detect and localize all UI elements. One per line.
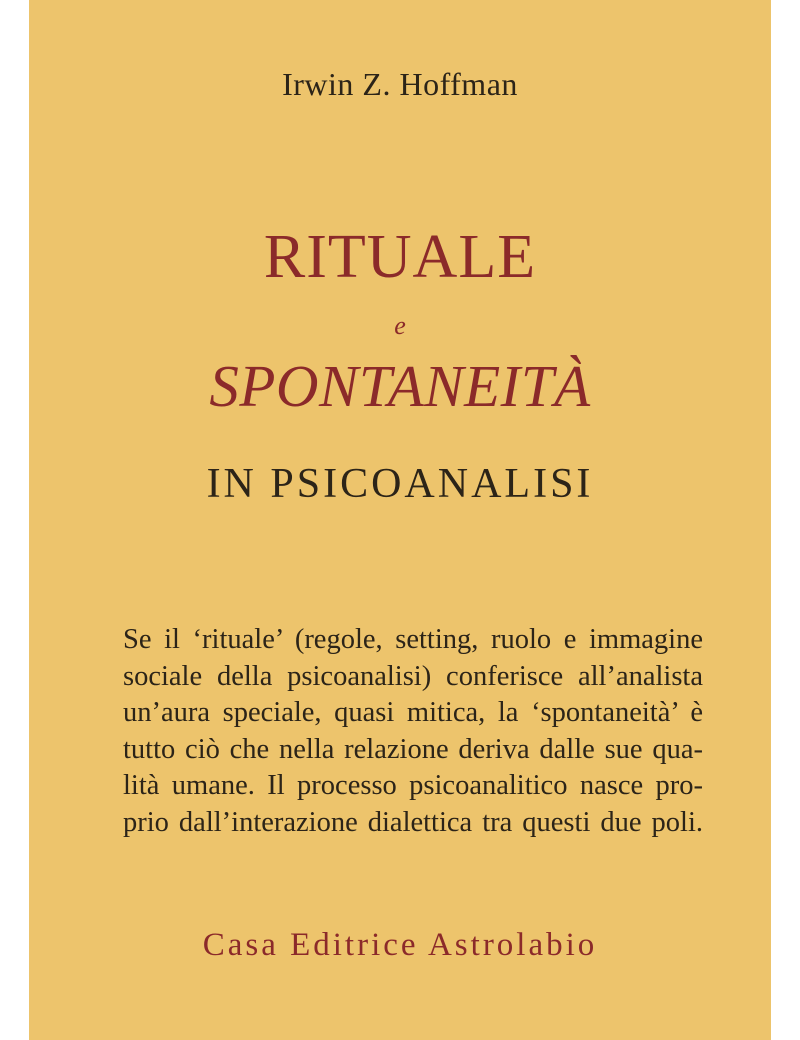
blurb-line: sociale della psicoanalisi) conferisce all’analista — [123, 660, 703, 692]
blurb-line: un’aura speciale, quasi mitica, la ‘spontaneità’ è — [123, 697, 703, 728]
title-conjunction: e — [394, 311, 406, 340]
blurb-paragraph — [123, 622, 703, 841]
blurb-line: prio dall’interazione dialettica tra questi due poli. — [123, 806, 703, 838]
blurb-line: lità umane. Il processo psicoanalitico nasce pro- — [123, 770, 703, 801]
blurb-line: tutto ciò che nella relazione deriva dalle sue qua- — [123, 733, 703, 765]
blurb-line: Se il ‘rituale’ (regole, setting, ruolo e immagine — [123, 624, 703, 655]
book-cover — [29, 0, 771, 1040]
publisher-name: Casa Editrice Astrolabio — [202, 927, 598, 963]
title-second: SPONTANEITÀ — [209, 353, 591, 419]
title-main: RITUALE — [263, 223, 537, 291]
subtitle: IN PSICOANALISI — [206, 461, 594, 507]
author-name: Irwin Z. Hoffman — [282, 66, 518, 102]
